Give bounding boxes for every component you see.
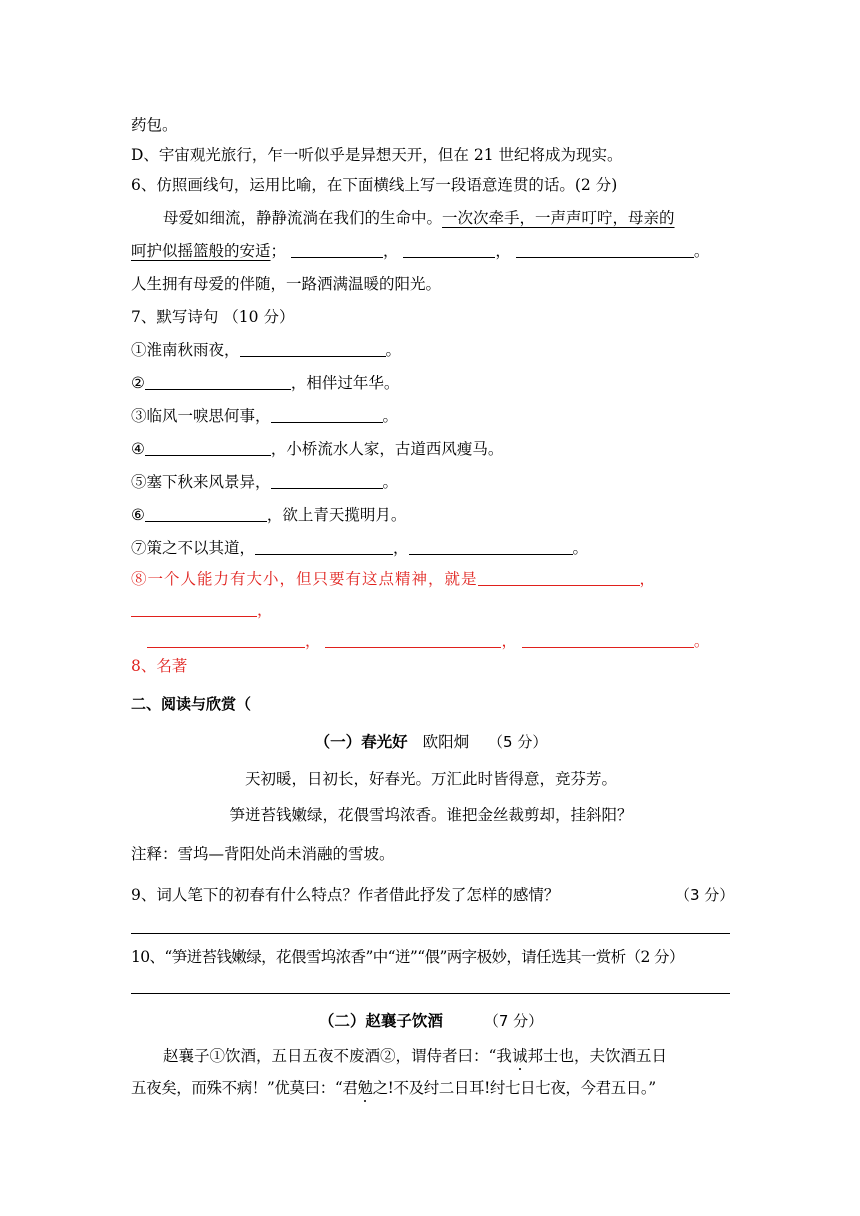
answer-blank[interactable] <box>147 631 305 648</box>
poem1-title: （一）春光好 <box>314 733 408 751</box>
example-text: 母爱如细流，静静流淌在我们的生命中。 <box>163 209 443 227</box>
poem-item-8-cont2: ， ， 。 <box>147 630 709 652</box>
answer-blank[interactable] <box>403 241 495 258</box>
poem-item-8: ⑧一个人能力有大小，但只要有这点精神，就是 ， <box>131 570 657 588</box>
poem-item-8-cont: ， <box>131 599 273 621</box>
answer-blank[interactable] <box>240 340 386 357</box>
poem1-line-2: 笋迸苔钱嫩绿，花偎雪坞浓香。谁把金丝裁剪却，挂斜阳？ <box>229 806 633 824</box>
passage2-heading <box>131 1010 731 1032</box>
poem-item-5: ⑤塞下秋来风景异， 。 <box>131 473 399 491</box>
text-line: 药包。 <box>131 116 178 134</box>
poem-item-2: ② ，相伴过年华。 <box>131 374 400 392</box>
answer-blank[interactable] <box>522 631 694 648</box>
example-line-3: 人生拥有母爱的伴随，一路洒满温暖的阳光。 <box>131 275 442 293</box>
poem-item-3: ③临风一唳思何事， 。 <box>131 407 399 425</box>
example-line-1 <box>163 207 675 229</box>
question-9-score: （3 分） <box>675 886 735 904</box>
passage2-line-2: 五夜矣，而殊不病！”优莫曰：“君勉之!不及纣二日耳!纣七日七夜，今君五日。” <box>131 1079 656 1097</box>
answer-blank[interactable] <box>409 538 573 555</box>
poem-item-4: ④ ，小桥流水人家，古道西风瘦马。 <box>131 440 504 458</box>
example-line-2: 呵护似摇篮般的安适； ， ， 。 <box>131 242 710 260</box>
section-2-heading: 二、阅读与欣赏（ <box>131 695 252 713</box>
answer-blank[interactable] <box>145 373 291 390</box>
passage2-score: （7 分） <box>483 1012 544 1030</box>
answer-blank[interactable] <box>516 241 694 258</box>
poem-item-7: ⑦策之不以其道， ， 。 <box>131 539 589 557</box>
answer-blank[interactable] <box>145 439 271 456</box>
answer-blank[interactable] <box>478 569 640 586</box>
answer-blank[interactable] <box>255 538 393 555</box>
passage2-title: （二）赵襄子饮酒 <box>318 1012 443 1030</box>
answer-blank[interactable] <box>145 505 267 522</box>
poem1-note: 注释：雪坞—背阳处尚未消融的雪坡。 <box>131 845 395 863</box>
answer-blank[interactable] <box>325 631 501 648</box>
poem1-author: 欧阳炯 <box>422 733 470 751</box>
answer-line[interactable] <box>131 993 730 994</box>
underlined-sentence: 呵护似摇篮般的安适 <box>131 242 271 260</box>
question-10: 10、“笋迸苔钱嫩绿，花偎雪坞浓香”中“迸”“偎”两字极妙，请任选其一赏析（2 分） <box>131 948 684 966</box>
question-8: 8、名著 <box>131 657 188 675</box>
underlined-sentence: 一次次牵手，一声声叮咛，母亲的 <box>442 209 675 227</box>
answer-blank[interactable] <box>271 406 383 423</box>
poem1-line-1: 天初暖，日初长，好春光。万汇此时皆得意，竞芬芳。 <box>244 770 617 788</box>
dotted-word: 诚 <box>511 1047 528 1065</box>
question-9: 9、词人笔下的初春有什么特点？作者借此抒发了怎样的感情？ <box>131 886 560 904</box>
answer-blank[interactable] <box>291 241 383 258</box>
answer-blank[interactable] <box>271 472 383 489</box>
answer-blank[interactable] <box>131 600 257 617</box>
passage2-line-1: 赵襄子①饮酒，五日五夜不废酒②，谓侍者曰：“我诚邦士也，夫饮酒五日 <box>163 1047 667 1065</box>
question-7: 7、默写诗句 （10 分） <box>131 308 295 326</box>
dotted-word: 勉 <box>357 1079 373 1097</box>
answer-line[interactable] <box>131 933 730 934</box>
poem-item-1: ①淮南秋雨夜， 。 <box>131 341 402 359</box>
option-d: D、宇宙观光旅行，乍一听似乎是异想天开，但在 21 世纪将成为现实。 <box>131 146 623 164</box>
poem-item-6: ⑥ ，欲上青天揽明月。 <box>131 506 407 524</box>
question-6: 6、仿照画线句，运用比喻，在下面横线上写一段语意连贯的话。(2 分) <box>131 176 618 194</box>
poem1-score: （5 分） <box>488 733 548 751</box>
poem1-heading <box>131 731 731 753</box>
